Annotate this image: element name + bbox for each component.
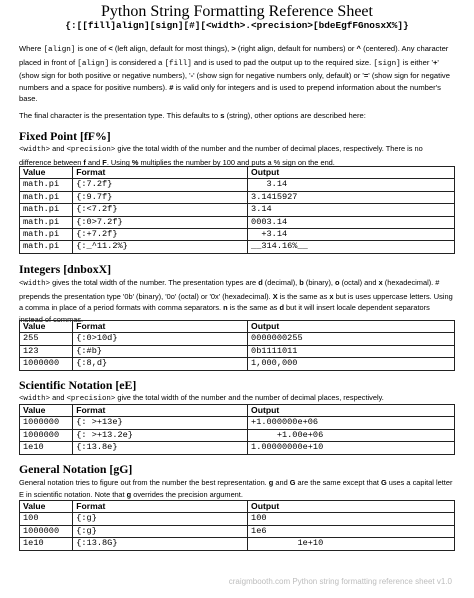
table-row [20, 513, 455, 525]
output-cell: 0b1111011 [248, 345, 455, 357]
bold-term: d [279, 303, 284, 313]
format-spec-syntax: {:[[fill]align][sign][#][<width>.<precision>[bdeEgfFGnosxX%]} [65, 20, 409, 31]
format-cell: {: >+13e} [73, 417, 248, 429]
text-run: and [50, 393, 67, 402]
format-cell: {:g} [73, 525, 248, 537]
output-cell: 3.1415927 [248, 191, 455, 203]
bold-term: F [102, 157, 107, 167]
format-cell: {:13.8e} [73, 442, 248, 454]
output-cell: +1.000000e+06 [248, 417, 455, 429]
output-cell: 1.00000000e+10 [248, 442, 455, 454]
text-run: (binary), [303, 278, 336, 287]
general-table [19, 500, 455, 551]
table-row [20, 229, 455, 241]
column-header-output: Output [248, 405, 455, 417]
table-row [20, 538, 455, 550]
format-cell: {:0>7.2f} [73, 216, 248, 228]
bold-term: b [299, 278, 304, 287]
column-header-output: Output [248, 167, 455, 179]
bold-term: g [268, 478, 274, 487]
column-header-format: Format [73, 405, 248, 417]
table-row [20, 442, 455, 454]
output-cell: 1,000,000 [248, 358, 455, 370]
code-term: [align] [43, 46, 76, 54]
output-cell: 1e+10 [248, 538, 455, 550]
text-run: Where [19, 44, 44, 53]
text-run: General notation tries to figure out from the number the best representation. [19, 478, 269, 487]
text-run: (octal) and [339, 278, 379, 287]
intro-presentation-note [19, 110, 455, 122]
text-run: (decimal), [262, 278, 300, 287]
bold-term: G [289, 478, 296, 487]
bold-term: % [131, 157, 139, 167]
text-run: . Using [106, 157, 132, 167]
column-header-output: Output [248, 321, 455, 333]
output-cell: 3.14 [248, 179, 455, 191]
text-run: (right align, default for numbers) or [235, 44, 357, 53]
text-run: is the same as [277, 291, 330, 301]
table-row [20, 179, 455, 191]
table-header-row [20, 321, 455, 333]
column-header-output: Output [248, 501, 455, 513]
output-cell: 0003.14 [248, 216, 455, 228]
text-run: (centered). Any character placed in front of [19, 44, 449, 67]
column-header-format: Format [73, 167, 248, 179]
table-row [20, 345, 455, 357]
value-cell: math.pi [20, 216, 73, 228]
format-cell: {:g} [73, 513, 248, 525]
code-term: [fill] [164, 59, 192, 68]
format-cell: {:<7.2f} [73, 204, 248, 216]
value-cell: math.pi [20, 191, 73, 203]
table-row [20, 216, 455, 228]
value-cell: math.pi [20, 179, 73, 191]
code-term: <precision> [66, 395, 116, 403]
table-header-row [20, 405, 455, 417]
bold-term: ^ [356, 44, 361, 53]
text-run: but is uses uppercase letters. Using a comma in place of a period formats with comma separators. [19, 291, 453, 313]
value-cell: 255 [20, 333, 73, 345]
table-row [20, 525, 455, 537]
column-header-format: Format [73, 321, 248, 333]
value-cell: math.pi [20, 229, 73, 241]
bold-term: f [83, 157, 86, 167]
bold-term: g [126, 489, 132, 499]
text-run: is either ' [400, 57, 433, 67]
text-run: is one of [75, 44, 109, 53]
bold-term: < [108, 44, 113, 53]
value-cell: 1000000 [20, 358, 73, 370]
section-heading-scientific: Scientific Notation [eE] [19, 378, 137, 392]
output-cell: +3.14 [248, 229, 455, 241]
format-cell: {:+7.2f} [73, 229, 248, 241]
value-cell: 1000000 [20, 417, 73, 429]
table-row [20, 241, 455, 253]
value-cell: 1e10 [20, 538, 73, 550]
table-row [20, 204, 455, 216]
text-run: ' (show sign for negative numbers and a space for positive numbers). [19, 71, 450, 92]
format-cell: {:9.7f} [73, 191, 248, 203]
output-cell: 1e6 [248, 525, 455, 537]
bold-term: + [432, 57, 438, 67]
bold-term: # [169, 82, 174, 92]
code-term: [sign] [373, 59, 401, 68]
bold-term: = [363, 71, 369, 81]
section-heading-general: General Notation [gG] [19, 462, 133, 476]
text-run: but it will insert locale dependent separators instead of commas. [19, 303, 430, 324]
format-cell: {:_^11.2%} [73, 241, 248, 253]
footer-credit: craigmbooth.com Python string formatting reference sheet v1.0 [228, 577, 452, 586]
section-heading-integers: Integers [dnboxX] [19, 262, 112, 276]
format-cell: {:7.2f} [73, 179, 248, 191]
section-desc-general [19, 477, 455, 500]
text-run: (string), other options are described here: [224, 111, 366, 120]
bold-term: G [380, 478, 387, 487]
text-run: ' (show sign for both positive or negative numbers), ' [19, 57, 439, 81]
bold-term: o [335, 278, 340, 287]
table-row [20, 358, 455, 370]
value-cell: 100 [20, 513, 73, 525]
column-header-value: Value [20, 501, 73, 513]
bold-term: - [190, 71, 194, 81]
text-run: and [273, 478, 290, 487]
table-header-row [20, 167, 455, 179]
format-cell: {:#b} [73, 345, 248, 357]
format-cell: {:0>10d} [73, 333, 248, 345]
text-run: (hexadecimal). # prepends the presentation type '0b' (binary), '0o' (octal) or '0x' (hexadecimal). [19, 278, 440, 301]
text-run: is the same as [227, 303, 280, 313]
value-cell: 1e10 [20, 442, 73, 454]
value-cell: math.pi [20, 241, 73, 253]
output-cell: +1.00e+06 [248, 429, 455, 441]
text-run: is valid only for integers and is used to prepend information about the number's base. [19, 82, 441, 104]
output-cell: __314.16%__ [248, 241, 455, 253]
scientific-table [19, 404, 455, 455]
text-run: and [50, 144, 67, 153]
table-row [20, 429, 455, 441]
column-header-format: Format [73, 501, 248, 513]
table-row [20, 417, 455, 429]
text-run: gives the total width of the number. The presentation types are [50, 278, 259, 287]
format-cell: {: >+13.2e} [73, 429, 248, 441]
text-run: uses a capital letter E in scientific notation. Note that [19, 478, 453, 499]
section-heading-fixed-point: Fixed Point [fF%] [19, 129, 111, 143]
value-cell: 1000000 [20, 525, 73, 537]
bold-term: > [231, 44, 236, 53]
bold-term: d [258, 278, 263, 287]
table-row [20, 333, 455, 345]
output-cell: 0000000255 [248, 333, 455, 345]
text-run: (left align, default for most things), [112, 44, 232, 53]
code-term: <width> [19, 395, 51, 403]
text-run: give the total width of the number and the number of decimal places, respectively. [115, 393, 384, 402]
section-desc-integers [19, 277, 455, 325]
text-run: ' (show sign for negative numbers only, default) or ' [193, 71, 364, 81]
integers-table [19, 320, 455, 371]
column-header-value: Value [20, 167, 73, 179]
table-row [20, 191, 455, 203]
code-term: <width> [19, 280, 51, 288]
text-run: and [85, 157, 103, 167]
code-term: <width> [19, 146, 51, 154]
table-header-row [20, 501, 455, 513]
bold-term: n [223, 303, 228, 313]
value-cell: math.pi [20, 204, 73, 216]
text-run: multiplies the number by 100 and puts a % sign on the end. [138, 157, 335, 167]
section-desc-fixed-point [19, 143, 455, 168]
value-cell: 123 [20, 345, 73, 357]
fixed-point-table [19, 166, 455, 254]
bold-term: x [378, 278, 383, 287]
text-run: The final character is the presentation type. This defaults to [19, 111, 221, 120]
value-cell: 1000000 [20, 429, 73, 441]
text-run: and is used to pad the output up to the required size. [191, 57, 374, 67]
column-header-value: Value [20, 321, 73, 333]
column-header-value: Value [20, 405, 73, 417]
text-run: are the same except that [295, 478, 381, 487]
bold-term: X [272, 291, 278, 301]
format-cell: {:13.8G} [73, 538, 248, 550]
output-cell: 100 [248, 513, 455, 525]
code-term: <precision> [66, 146, 116, 154]
code-term: [align] [77, 59, 110, 68]
output-cell: 3.14 [248, 204, 455, 216]
text-run: overrides the precision argument. [131, 489, 243, 499]
text-run: is considered a [109, 57, 165, 67]
page-title: Python String Formatting Reference Sheet [101, 3, 373, 20]
format-cell: {:8,d} [73, 358, 248, 370]
text-run: give the total width of the number and the number of decimal places, respectively. There is no difference between [19, 144, 423, 167]
bold-term: s [220, 111, 225, 120]
intro-paragraph [19, 43, 455, 105]
bold-term: x [329, 291, 334, 301]
